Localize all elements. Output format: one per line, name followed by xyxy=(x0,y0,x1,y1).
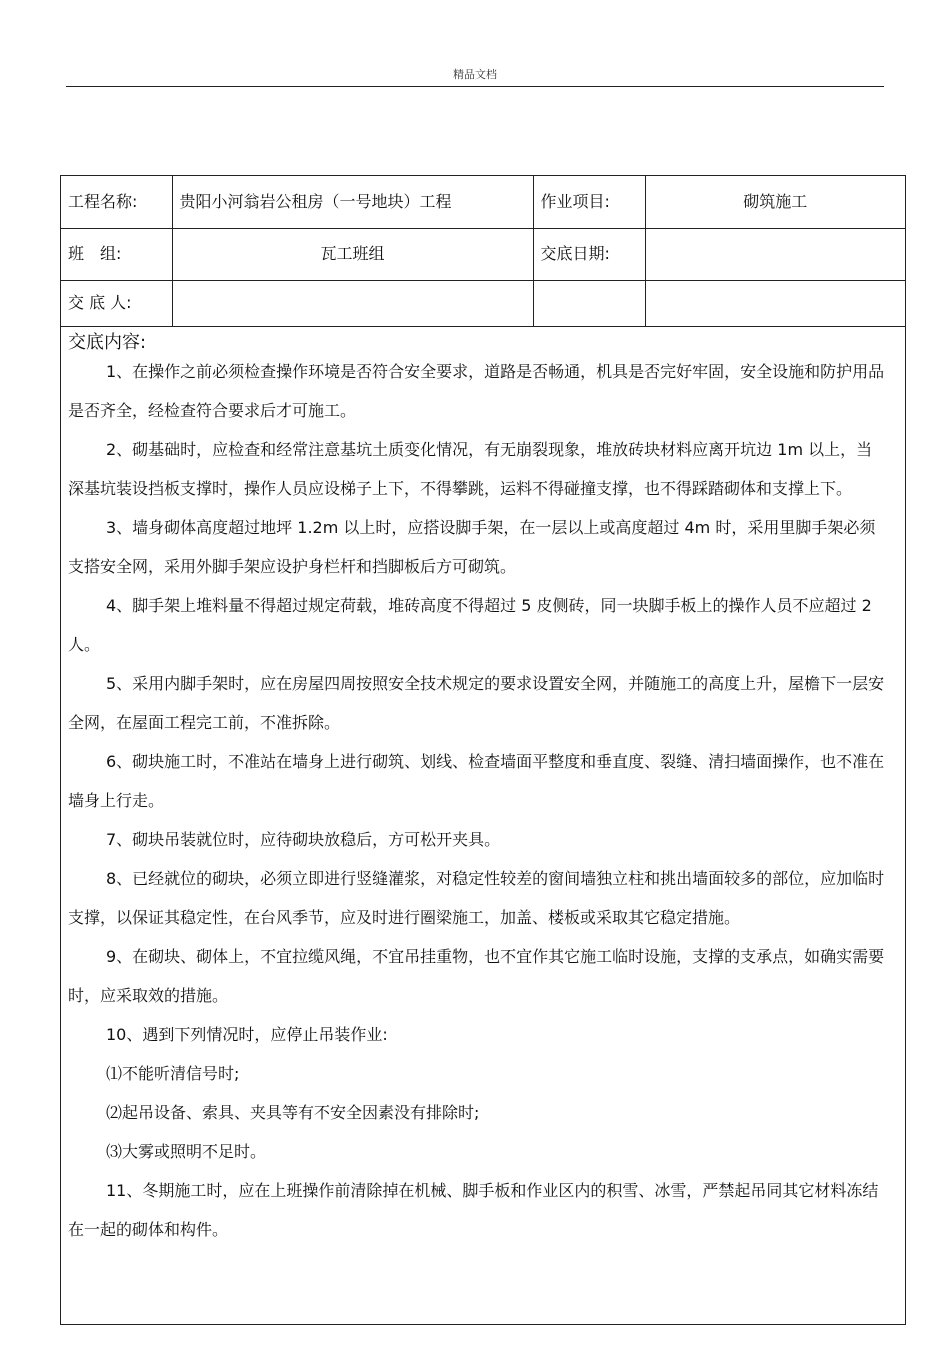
project-name-label: 工程名称: xyxy=(61,176,172,228)
work-item-value: 砌筑施工 xyxy=(645,176,905,228)
empty-cell xyxy=(533,280,645,326)
empty-cell xyxy=(645,280,905,326)
paragraph-3: 3、墙身砌体高度超过地坪 1.2m 以上时，应搭设脚手架，在一层以上或高度超过 4m 时，采用里脚手架必须支搭安全网，采用外脚手架应设护身栏杆和挡脚板后方可砌筑。 xyxy=(68,518,876,576)
briefing-person-value xyxy=(172,280,533,326)
paragraph-5: 5、采用内脚手架时，应在房屋四周按照安全技术规定的要求设置安全网，并随施工的高度上升，屋檐下一层安全网，在屋面工程完工前，不准拆除。 xyxy=(68,674,885,732)
paragraph-1: 1、在操作之前必须检查操作环境是否符合安全要求，道路是否畅通，机具是否完好牢固，安全设施和防护用品是否齐全，经检查符合要求后才可施工。 xyxy=(68,362,885,420)
project-name-value: 贵阳小河翁岩公租房（一号地块）工程 xyxy=(172,176,533,228)
paragraph-6: 6、砌块施工时，不准站在墙身上进行砌筑、划线、检查墙面平整度和垂直度、裂缝、清扫墙面操作，也不准在墙身上行走。 xyxy=(68,752,885,810)
work-item-label: 作业项目: xyxy=(533,176,645,228)
list-item-2: ⑵起吊设备、索具、夹具等有不安全因素没有排除时; xyxy=(106,1103,480,1122)
paragraph-9: 9、在砌块、砌体上，不宜拉缆风绳，不宜吊挂重物，也不宜作其它施工临时设施，支撑的支承点，如确实需要时，应采取效的措施。 xyxy=(68,947,885,1005)
team-value: 瓦工班组 xyxy=(172,228,533,280)
row-project xyxy=(61,176,905,228)
content-title: 交底内容: xyxy=(68,332,147,353)
info-table xyxy=(61,176,905,327)
briefing-date-value xyxy=(645,228,905,280)
row-person xyxy=(61,280,905,326)
briefing-person-label: 交 底 人: xyxy=(61,280,172,326)
paragraph-2: 2、砌基础时，应检查和经常注意基坑土质变化情况，有无崩裂现象，堆放砖块材料应离开坑边 1m 以上，当深基坑装设挡板支撑时，操作人员应设梯子上下，不得攀跳，运料不得碰撞支撑，也不得踩踏砌体和支撑上下。 xyxy=(68,440,873,498)
page-header: 精品文档 xyxy=(453,68,497,81)
paragraph-4: 4、脚手架上堆料量不得超过规定荷载，堆砖高度不得超过 5 皮侧砖，同一块脚手板上的操作人员不应超过 2 人。 xyxy=(68,596,872,654)
paragraph-10: 10、遇到下列情况时，应停止吊装作业: xyxy=(106,1025,388,1044)
briefing-date-label: 交底日期: xyxy=(533,228,645,280)
row-team xyxy=(61,228,905,280)
paragraph-11: 11、冬期施工时，应在上班操作前清除掉在机械、脚手板和作业区内的积雪、冰雪，严禁起吊同其它材料冻结在一起的砌体和构件。 xyxy=(68,1181,879,1239)
safety-briefing-form xyxy=(60,175,906,1325)
list-item-3: ⑶大雾或照明不足时。 xyxy=(106,1142,267,1161)
team-label: 班 组: xyxy=(61,228,172,280)
content-body xyxy=(68,352,888,1249)
paragraph-8: 8、已经就位的砌块，必须立即进行竖缝灌浆，对稳定性较差的窗间墙独立柱和挑出墙面较多的部位，应加临时支撑，以保证其稳定性，在台风季节，应及时进行圈梁施工，加盖、楼板或采取其它稳定措施。 xyxy=(68,869,885,927)
paragraph-7: 7、砌块吊装就位时，应待砌块放稳后，方可松开夹具。 xyxy=(106,830,501,849)
list-item-1: ⑴不能听清信号时; xyxy=(106,1064,240,1083)
header-rule xyxy=(66,86,884,87)
